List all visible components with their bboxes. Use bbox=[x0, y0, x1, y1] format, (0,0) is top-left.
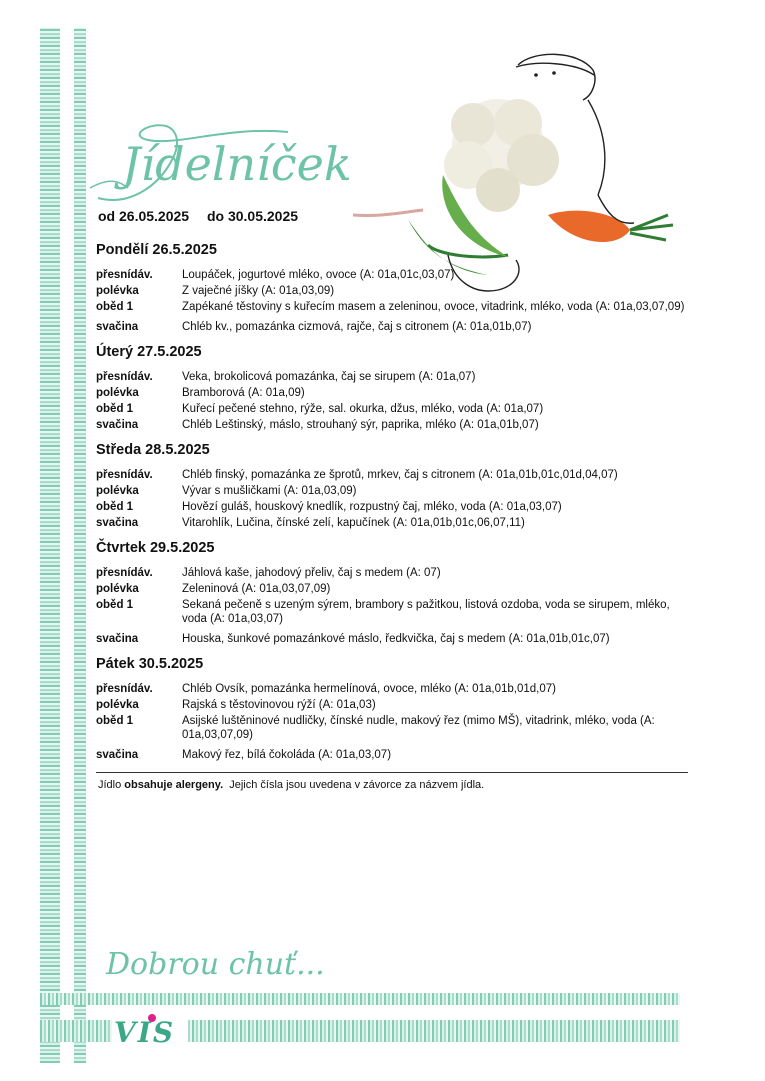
meal-row bbox=[96, 500, 692, 514]
meal-text: Chléb finský, pomazánka ze šprotů, mrkev, čaj s citronem (A: 01a,01b,01c,01d,04,07) bbox=[182, 469, 618, 481]
meal-label: přesnídáv. bbox=[96, 371, 153, 383]
date-from: od 26.05.2025 bbox=[98, 208, 190, 224]
meal-row bbox=[96, 632, 692, 646]
meal-label: oběd 1 bbox=[96, 301, 134, 313]
vis-logo bbox=[112, 1012, 188, 1046]
allergen-note bbox=[96, 779, 692, 791]
meal-row bbox=[96, 268, 692, 282]
meal-label: svačina bbox=[96, 749, 139, 761]
meal-text: Vývar s mušličkami (A: 01a,03,09) bbox=[182, 485, 357, 497]
meal-row bbox=[96, 484, 692, 498]
meal-text: Chléb kv., pomazánka cizmová, rajče, čaj s citronem (A: 01a,01b,07) bbox=[182, 321, 532, 333]
meal-row bbox=[96, 468, 692, 482]
allergen-note-bold: obsahuje alergeny. bbox=[124, 779, 224, 791]
day-heading: Úterý 27.5.2025 bbox=[96, 344, 202, 360]
meal-label: polévka bbox=[96, 699, 139, 711]
meal-label: polévka bbox=[96, 285, 139, 297]
allergen-note-prefix: Jídlo bbox=[98, 779, 125, 791]
meal-label: přesnídáv. bbox=[96, 567, 153, 579]
meal-row bbox=[96, 566, 692, 580]
meal-row bbox=[96, 386, 692, 400]
meal-text: Jáhlová kaše, jahodový přeliv, čaj s medem (A: 07) bbox=[182, 567, 441, 579]
meal-row bbox=[96, 320, 692, 334]
divider bbox=[96, 772, 688, 773]
meal-row bbox=[96, 300, 692, 314]
meal-text: Asijské luštěninové nudličky, čínské nudle, makový řez (mimo MŠ), vitadrink, mléko, voda (A: 01a,03,07,09) bbox=[182, 715, 655, 741]
day-thursday bbox=[96, 540, 692, 646]
meal-text: Kuřecí pečené stehno, rýže, sal. okurka, džus, mléko, voda (A: 01a,07) bbox=[182, 403, 544, 415]
day-heading: Čtvrtek 29.5.2025 bbox=[96, 540, 215, 556]
meal-row bbox=[96, 582, 692, 596]
meal-text: Houska, šunkové pomazánkové máslo, ředkvička, čaj s medem (A: 01a,01b,01c,07) bbox=[182, 633, 610, 645]
meal-text: Bramborová (A: 01a,09) bbox=[182, 387, 305, 399]
meal-text: Zeleninová (A: 01a,03,07,09) bbox=[182, 583, 331, 595]
day-heading: Středa 28.5.2025 bbox=[96, 442, 210, 458]
day-heading: Pátek 30.5.2025 bbox=[96, 656, 204, 672]
menu-list bbox=[96, 242, 692, 791]
meal-text: Hovězí guláš, houskový knedlík, rozpustný čaj, mléko, voda (A: 01a,03,07) bbox=[182, 501, 562, 513]
meal-text: Vitarohlík, Lučina, čínské zelí, kapučínek (A: 01a,01b,01c,06,07,11) bbox=[182, 517, 525, 529]
allergen-note-suffix: Jejich čísla jsou uvedena v závorce za názvem jídla. bbox=[223, 779, 485, 791]
meal-row bbox=[96, 698, 692, 712]
meal-row bbox=[96, 598, 692, 626]
meal-label: svačina bbox=[96, 419, 139, 431]
meal-row bbox=[96, 418, 692, 432]
meal-label: svačina bbox=[96, 321, 139, 333]
meal-text: Veka, brokolicová pomazánka, čaj se sirupem (A: 01a,07) bbox=[182, 371, 476, 383]
meal-label: svačina bbox=[96, 633, 139, 645]
meal-row bbox=[96, 714, 692, 742]
closing-script bbox=[104, 938, 334, 988]
meal-label: přesnídáv. bbox=[96, 269, 153, 281]
meal-text: Chléb Leštinský, máslo, strouhaný sýr, paprika, mléko (A: 01a,01b,07) bbox=[182, 419, 539, 431]
bottom-border-stripe bbox=[40, 993, 680, 1005]
date-to: do 30.05.2025 bbox=[206, 208, 299, 224]
meal-label: přesnídáv. bbox=[96, 683, 153, 695]
day-tuesday bbox=[96, 344, 692, 432]
meal-row bbox=[96, 748, 692, 762]
logo-text: VIS bbox=[114, 1016, 176, 1046]
left-border-stripe-inner bbox=[74, 28, 86, 1063]
meal-label: polévka bbox=[96, 485, 139, 497]
title-text: Jídelníček bbox=[122, 137, 352, 191]
meal-row bbox=[96, 370, 692, 384]
meal-label: přesnídáv. bbox=[96, 469, 153, 481]
meal-label: svačina bbox=[96, 517, 139, 529]
meal-text: Zapékané těstoviny s kuřecím masem a zeleninou, ovoce, vitadrink, mléko, voda (A: 01a,03,07,09) bbox=[182, 301, 685, 313]
meal-text: Sekaná pečeně s uzeným sýrem, brambory s pažitkou, listová ozdoba, voda se sirupem, mléko, voda (A: 01a,03,07) bbox=[182, 599, 670, 625]
meal-row bbox=[96, 516, 692, 530]
day-monday bbox=[96, 242, 692, 334]
closing-text: Dobrou chuť... bbox=[106, 947, 325, 982]
meal-label: oběd 1 bbox=[96, 599, 134, 611]
date-range bbox=[98, 208, 312, 224]
meal-text: Z vaječné jíšky (A: 01a,03,09) bbox=[182, 285, 335, 297]
meal-text: Rajská s těstovinovou rýží (A: 01a,03) bbox=[182, 699, 376, 711]
meal-label: oběd 1 bbox=[96, 715, 134, 727]
left-border-stripe bbox=[40, 28, 60, 1063]
meal-label: polévka bbox=[96, 583, 139, 595]
meal-label: oběd 1 bbox=[96, 501, 134, 513]
day-wednesday bbox=[96, 442, 692, 530]
meal-text: Makový řez, bílá čokoláda (A: 01a,03,07) bbox=[182, 749, 392, 761]
title-script bbox=[88, 118, 373, 210]
meal-text: Chléb Ovsík, pomazánka hermelínová, ovoce, mléko (A: 01a,01b,01d,07) bbox=[182, 683, 556, 695]
meal-text: Loupáček, jogurtové mléko, ovoce (A: 01a,01c,03,07) bbox=[182, 269, 455, 281]
meal-row bbox=[96, 402, 692, 416]
day-heading: Pondělí 26.5.2025 bbox=[96, 242, 217, 258]
meal-row bbox=[96, 682, 692, 696]
meal-label: polévka bbox=[96, 387, 139, 399]
meal-row bbox=[96, 284, 692, 298]
meal-label: oběd 1 bbox=[96, 403, 134, 415]
day-friday bbox=[96, 656, 692, 762]
